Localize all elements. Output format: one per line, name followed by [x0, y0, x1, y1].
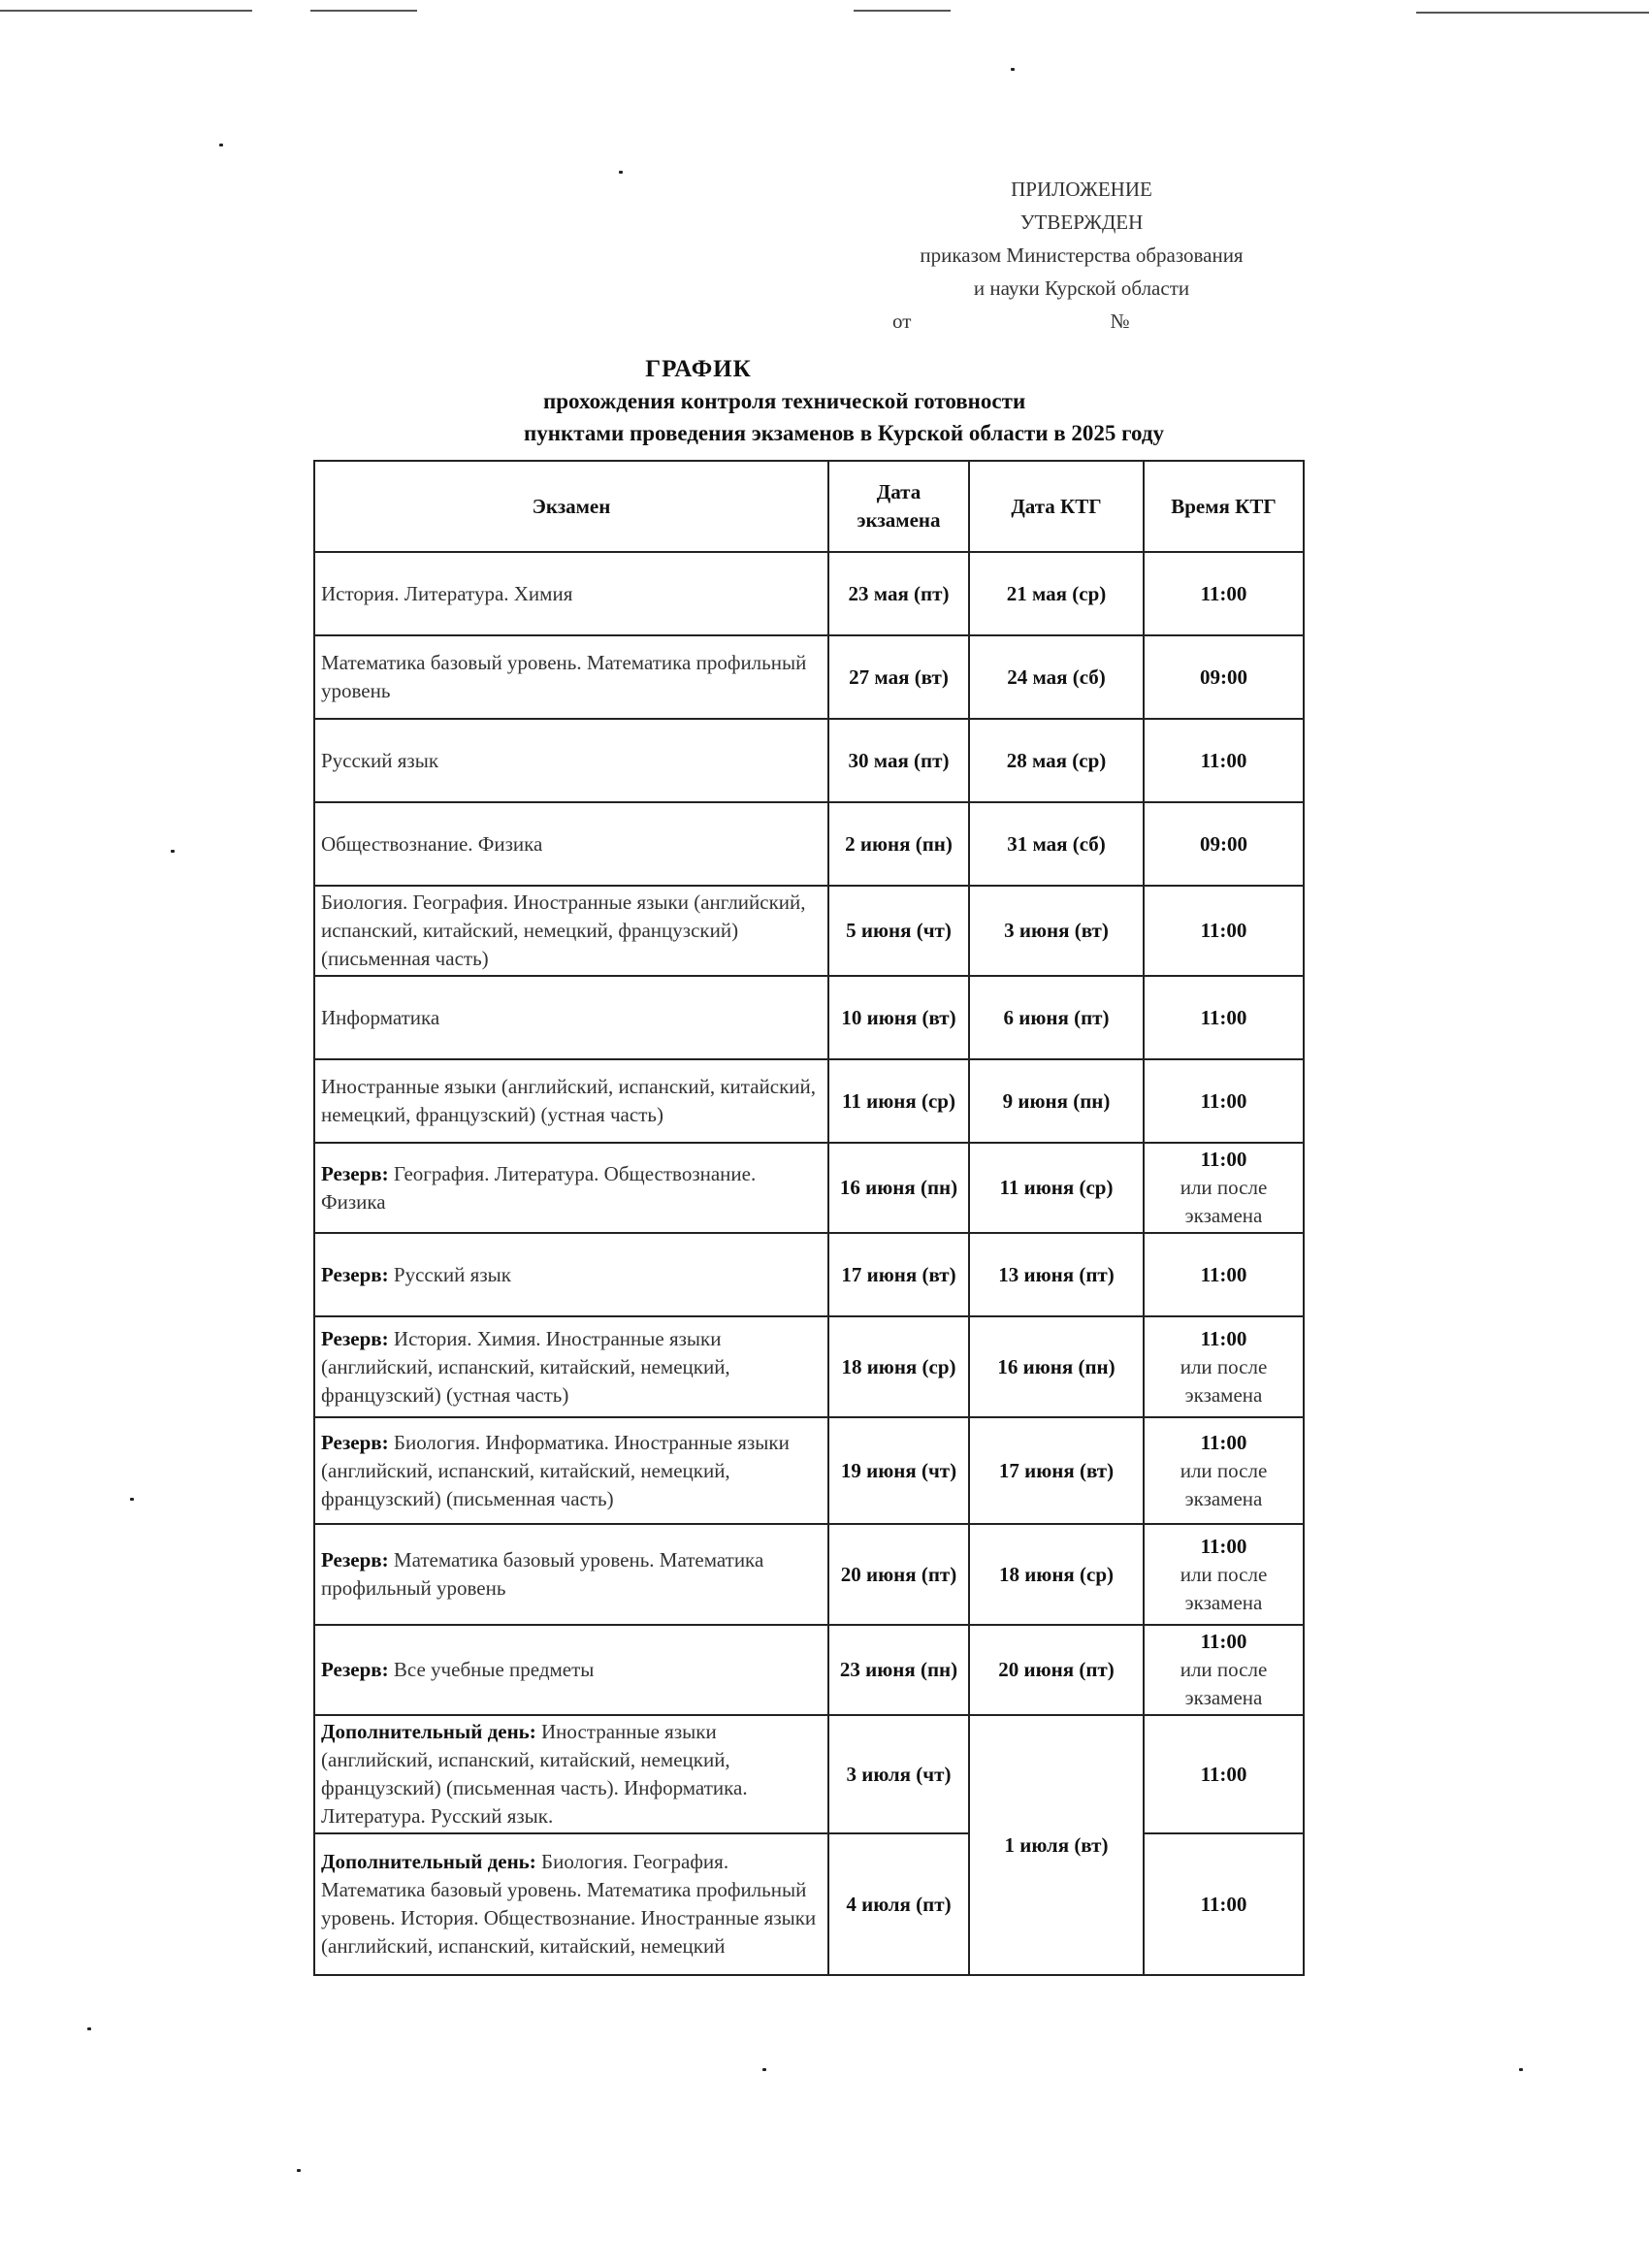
ktg-time: 09:00 [1200, 664, 1247, 689]
approval-line: приказом Министерства образования [920, 243, 1244, 267]
exam-prefix: Резерв: [321, 1658, 389, 1681]
approval-stamp [854, 173, 1310, 338]
ktg-time-cell [1144, 1625, 1304, 1715]
exam-subjects: Русский язык [321, 748, 439, 772]
table-row [314, 1143, 1304, 1233]
ktg-time-cell [1144, 1417, 1304, 1524]
ktg-time-cell [1144, 1833, 1304, 1975]
exam-cell [314, 802, 828, 886]
exam-prefix: Резерв: [321, 1262, 389, 1286]
exam-subjects: Биология. Информатика. Иностранные языки (английский, испанский, китайский, немецкий, французский) (письменная часть) [321, 1430, 790, 1510]
scan-speck [1519, 2068, 1523, 2071]
ktg-time-note: или после экзамена [1180, 1562, 1268, 1614]
exam-prefix: Дополнительный день: [321, 1720, 536, 1743]
ktg-date-cell: 3 июня (вт) [969, 886, 1144, 976]
ktg-time-cell [1144, 1059, 1304, 1143]
approval-line: УТВЕРЖДЕН [1019, 211, 1144, 234]
table-row [314, 1059, 1304, 1143]
exam-cell [314, 1233, 828, 1316]
ktg-date-cell: 13 июня (пт) [969, 1233, 1144, 1316]
scan-speck [1011, 68, 1015, 71]
exam-date-cell: 4 июля (пт) [828, 1833, 969, 1975]
exam-date-cell: 23 июня (пн) [828, 1625, 969, 1715]
header-exam-date: Дата экзамена [828, 461, 969, 552]
scan-speck [171, 850, 175, 853]
ktg-time-cell [1144, 802, 1304, 886]
ktg-date-cell: 9 июня (пн) [969, 1059, 1144, 1143]
exam-cell [314, 1524, 828, 1625]
ktg-time-cell [1144, 976, 1304, 1059]
ktg-time-cell [1144, 1143, 1304, 1233]
exam-subjects: Обществознание. Физика [321, 831, 543, 856]
exam-date-cell: 23 мая (пт) [828, 552, 969, 635]
exam-cell [314, 1833, 828, 1975]
approval-number-label: № [1110, 309, 1130, 333]
table-row [314, 886, 1304, 976]
ktg-time: 11:00 [1200, 1630, 1247, 1653]
approval-line: ПРИЛОЖЕНИЕ [1011, 178, 1152, 201]
ktg-time-note: или после экзамена [1180, 1176, 1268, 1227]
exam-date-cell: 3 июля (чт) [828, 1715, 969, 1833]
title-heading: ГРАФИК [645, 356, 752, 382]
header-ktg-time: Время КТГ [1144, 461, 1304, 552]
table-row [314, 719, 1304, 802]
ktg-time: 09:00 [1200, 831, 1247, 856]
ktg-date-cell: 6 июня (пт) [969, 976, 1144, 1059]
exam-cell [314, 1417, 828, 1524]
exam-subjects: Иностранные языки (английский, испанский, китайский, немецкий, французский) (письменная часть). Информатика. Литература. Русский язык. [321, 1720, 748, 1828]
ktg-time-cell [1144, 552, 1304, 635]
exam-cell [314, 976, 828, 1059]
exam-subjects: Биология. География. Иностранные языки (английский, испанский, китайский, немецкий, французский) (письменная часть) [321, 891, 806, 970]
ktg-time: 11:00 [1200, 581, 1247, 605]
exam-cell [314, 1316, 828, 1417]
exam-cell [314, 886, 828, 976]
table-row [314, 1417, 1304, 1524]
ktg-time-note: или после экзамена [1180, 1658, 1268, 1709]
exam-subjects: История. Химия. Иностранные языки (английский, испанский, китайский, немецкий, французский) (устная часть) [321, 1326, 730, 1407]
ktg-date-cell: 21 мая (ср) [969, 552, 1144, 635]
exam-prefix: Резерв: [321, 1548, 389, 1571]
ktg-date-cell: 18 июня (ср) [969, 1524, 1144, 1625]
header-ktg-date: Дата КТГ [969, 461, 1144, 552]
exam-date-cell: 20 июня (пт) [828, 1524, 969, 1625]
ktg-time-cell [1144, 1715, 1304, 1833]
approval-date-line [854, 305, 1310, 338]
exam-date-cell: 2 июня (пн) [828, 802, 969, 886]
ktg-time-cell [1144, 719, 1304, 802]
exam-cell [314, 1715, 828, 1833]
ktg-time: 11:00 [1200, 919, 1247, 942]
ktg-time-note: или после экзамена [1180, 1458, 1268, 1510]
ktg-date-cell: 20 июня (пт) [969, 1625, 1144, 1715]
exam-date-cell: 11 июня (ср) [828, 1059, 969, 1143]
exam-date-cell: 30 мая (пт) [828, 719, 969, 802]
ktg-date-cell: 28 мая (ср) [969, 719, 1144, 802]
exam-cell [314, 1143, 828, 1233]
scan-artifact-line [0, 10, 252, 12]
ktg-time-cell [1144, 1524, 1304, 1625]
exam-date-cell: 18 июня (ср) [828, 1316, 969, 1417]
ktg-time-cell [1144, 635, 1304, 719]
exam-subjects: Все учебные предметы [393, 1658, 595, 1681]
exam-subjects: Иностранные языки (английский, испанский, китайский, немецкий, французский) (устная часть) [321, 1075, 817, 1126]
exam-date-cell: 5 июня (чт) [828, 886, 969, 976]
exam-subjects: Информатика [321, 1005, 440, 1029]
ktg-time-cell [1144, 1316, 1304, 1417]
ktg-time: 11:00 [1200, 1534, 1247, 1558]
header-exam: Экзамен [314, 461, 828, 552]
exam-date-cell: 27 мая (вт) [828, 635, 969, 719]
exam-cell [314, 635, 828, 719]
scan-speck [619, 171, 623, 174]
exam-date-cell: 16 июня (пн) [828, 1143, 969, 1233]
exam-date-cell: 10 июня (вт) [828, 976, 969, 1059]
table-row [314, 976, 1304, 1059]
table-row [314, 1833, 1304, 1975]
schedule-table [313, 460, 1305, 1976]
ktg-time: 11:00 [1200, 1262, 1247, 1286]
table-row [314, 802, 1304, 886]
ktg-date-cell: 1 июля (вт) [969, 1715, 1144, 1975]
scan-speck [297, 2169, 301, 2172]
scan-artifact-line [310, 10, 417, 12]
exam-subjects: История. Литература. Химия [321, 581, 573, 605]
table-row [314, 635, 1304, 719]
exam-prefix: Резерв: [321, 1326, 389, 1350]
ktg-date-cell: 31 мая (сб) [969, 802, 1144, 886]
scan-speck [130, 1498, 134, 1501]
ktg-time: 11:00 [1200, 1148, 1247, 1171]
ktg-time: 11:00 [1200, 1430, 1247, 1454]
exam-subjects: Математика базовый уровень. Математика профильный уровень [321, 1548, 764, 1600]
exam-prefix: Резерв: [321, 1430, 389, 1454]
ktg-time: 11:00 [1200, 1326, 1247, 1350]
ktg-date-cell: 24 мая (сб) [969, 635, 1144, 719]
exam-subjects: Русский язык [393, 1262, 511, 1286]
ktg-time: 11:00 [1200, 1762, 1247, 1786]
table-row [314, 1524, 1304, 1625]
exam-cell [314, 1625, 828, 1715]
table-row [314, 1715, 1304, 1833]
scan-speck [762, 2068, 766, 2071]
ktg-date-cell: 16 июня (пн) [969, 1316, 1144, 1417]
exam-date-cell: 19 июня (чт) [828, 1417, 969, 1524]
approval-from-label: от [892, 309, 912, 333]
exam-prefix: Резерв: [321, 1161, 389, 1185]
ktg-time: 11:00 [1200, 1088, 1247, 1113]
exam-subjects: Биология. География. Математика базовый уровень. Математика профильный уровень. История. Обществознание. Иностранные языки (английский, испанский, китайский, немецкий [321, 1850, 817, 1958]
document-title [310, 353, 1280, 449]
exam-cell [314, 1059, 828, 1143]
ktg-time: 11:00 [1200, 1005, 1247, 1029]
title-line: пунктами проведения экзаменов в Курской области в 2025 году [524, 421, 1165, 445]
title-line: прохождения контроля технической готовности [543, 389, 1026, 413]
ktg-time: 11:00 [1200, 1892, 1247, 1916]
table-row [314, 1316, 1304, 1417]
table-row [314, 552, 1304, 635]
table-row [314, 1233, 1304, 1316]
exam-cell [314, 719, 828, 802]
ktg-time-cell [1144, 886, 1304, 976]
exam-subjects: География. Литература. Обществознание. Физика [321, 1161, 757, 1214]
exam-prefix: Дополнительный день: [321, 1850, 536, 1873]
ktg-time-cell [1144, 1233, 1304, 1316]
ktg-date-cell: 11 июня (ср) [969, 1143, 1144, 1233]
table-row [314, 1625, 1304, 1715]
ktg-time-note: или после экзамена [1180, 1354, 1268, 1407]
scan-speck [219, 144, 223, 146]
ktg-time: 11:00 [1200, 748, 1247, 772]
ktg-date-cell: 17 июня (вт) [969, 1417, 1144, 1524]
table-header-row [314, 461, 1304, 552]
approval-line: и науки Курской области [973, 276, 1190, 300]
exam-subjects: Математика базовый уровень. Математика профильный уровень [321, 651, 807, 702]
exam-date-cell: 17 июня (вт) [828, 1233, 969, 1316]
scan-artifact-line [1416, 12, 1649, 14]
exam-cell [314, 552, 828, 635]
scan-speck [87, 2027, 91, 2030]
scan-artifact-line [854, 10, 951, 12]
